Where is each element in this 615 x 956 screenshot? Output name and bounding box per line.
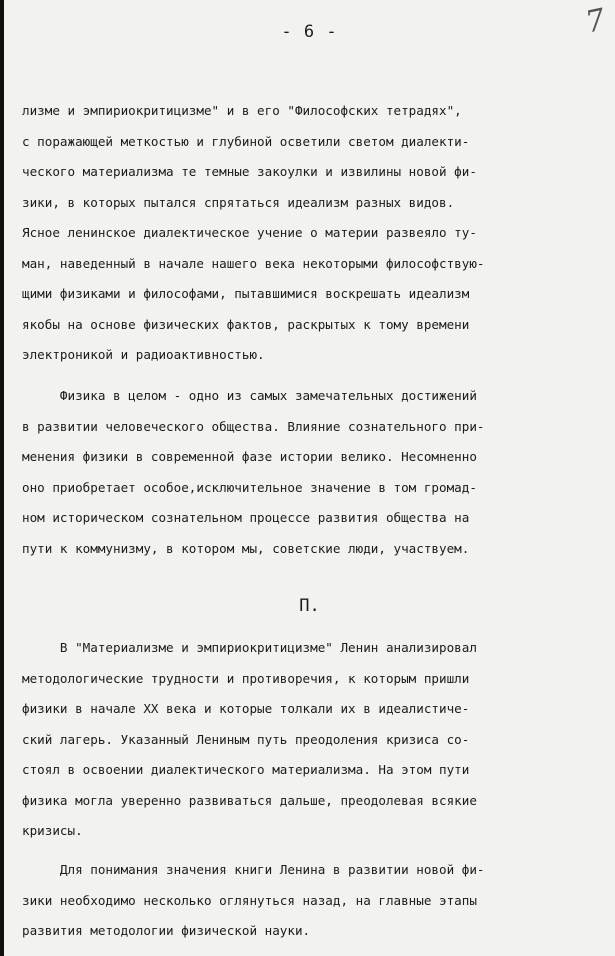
text-line: физики в начале XX века и которые толкали их в идеалистиче- [22,701,470,716]
text-line: щими физиками и философами, пытавшимися воскрешать идеализм [22,286,470,301]
text-line: оно приобретает особое,исключительное значение в том громад- [22,479,477,495]
text-line: пути к коммунизму, в котором мы, советские люди, участвуем. [22,540,470,556]
text-line: ман, наведенный в начале нашего века некоторыми философствую- [22,255,485,271]
text-line: ческого материализма те темные закоулки и извилины новой фи- [22,164,477,179]
text-line: развития методологии физической науки. [22,923,311,938]
text-line: кризисы. [22,823,83,838]
text-line: Ясное ленинское диалектическое учение о материи развеяло ту- [22,225,477,240]
text-line: якобы на основе физических фактов, раскрытых к тому времени [22,316,470,332]
paragraph-2 [22,381,614,564]
text-line: ном историческом сознательном процессе развития общества на [22,510,470,525]
text-line: менения физики в современной фазе истории велико. Несомненно [22,449,477,464]
text-line: в развитии человеческого общества. Влияние сознательного при- [22,418,485,434]
text-line: электроникой и радиоактивностью. [22,347,265,362]
text-line: зики необходимо несколько оглянуться назад, на главные этапы [22,892,477,908]
text-line: В "Материализме и эмпириокритицизме" Ленин анализировал [22,640,477,655]
text-line: ский лагерь. Указанный Лениным путь преодоления кризиса со- [22,731,470,747]
section-heading: П. [299,596,320,616]
text-line: физика могла уверенно развиваться дальше, преодолевая всякие [22,792,477,808]
text-line: лизме и эмпириокритицизме" и в его "Философских тетрадях", [22,103,462,118]
paragraph-3 [22,633,614,847]
text-line: Физика в целом - одно из самых замечательных достижений [22,388,477,403]
paragraph-4 [22,855,614,947]
text-line: с поражающей меткостью и глубиной осветили светом диалекти- [22,133,470,149]
page-number: - 6 - [281,22,338,42]
text-line: Для понимания значения книги Ленина в развитии новой фи- [22,862,485,877]
text-line: стоял в освоении диалектического материализма. На этом пути [22,762,470,777]
paragraph-1 [22,96,614,371]
text-line: зики, в которых пытался спрятаться идеализм разных видов. [22,194,455,210]
text-line: методологические трудности и противоречия, к которым пришли [22,670,470,686]
handwritten-folio-mark: 7 [582,2,609,41]
